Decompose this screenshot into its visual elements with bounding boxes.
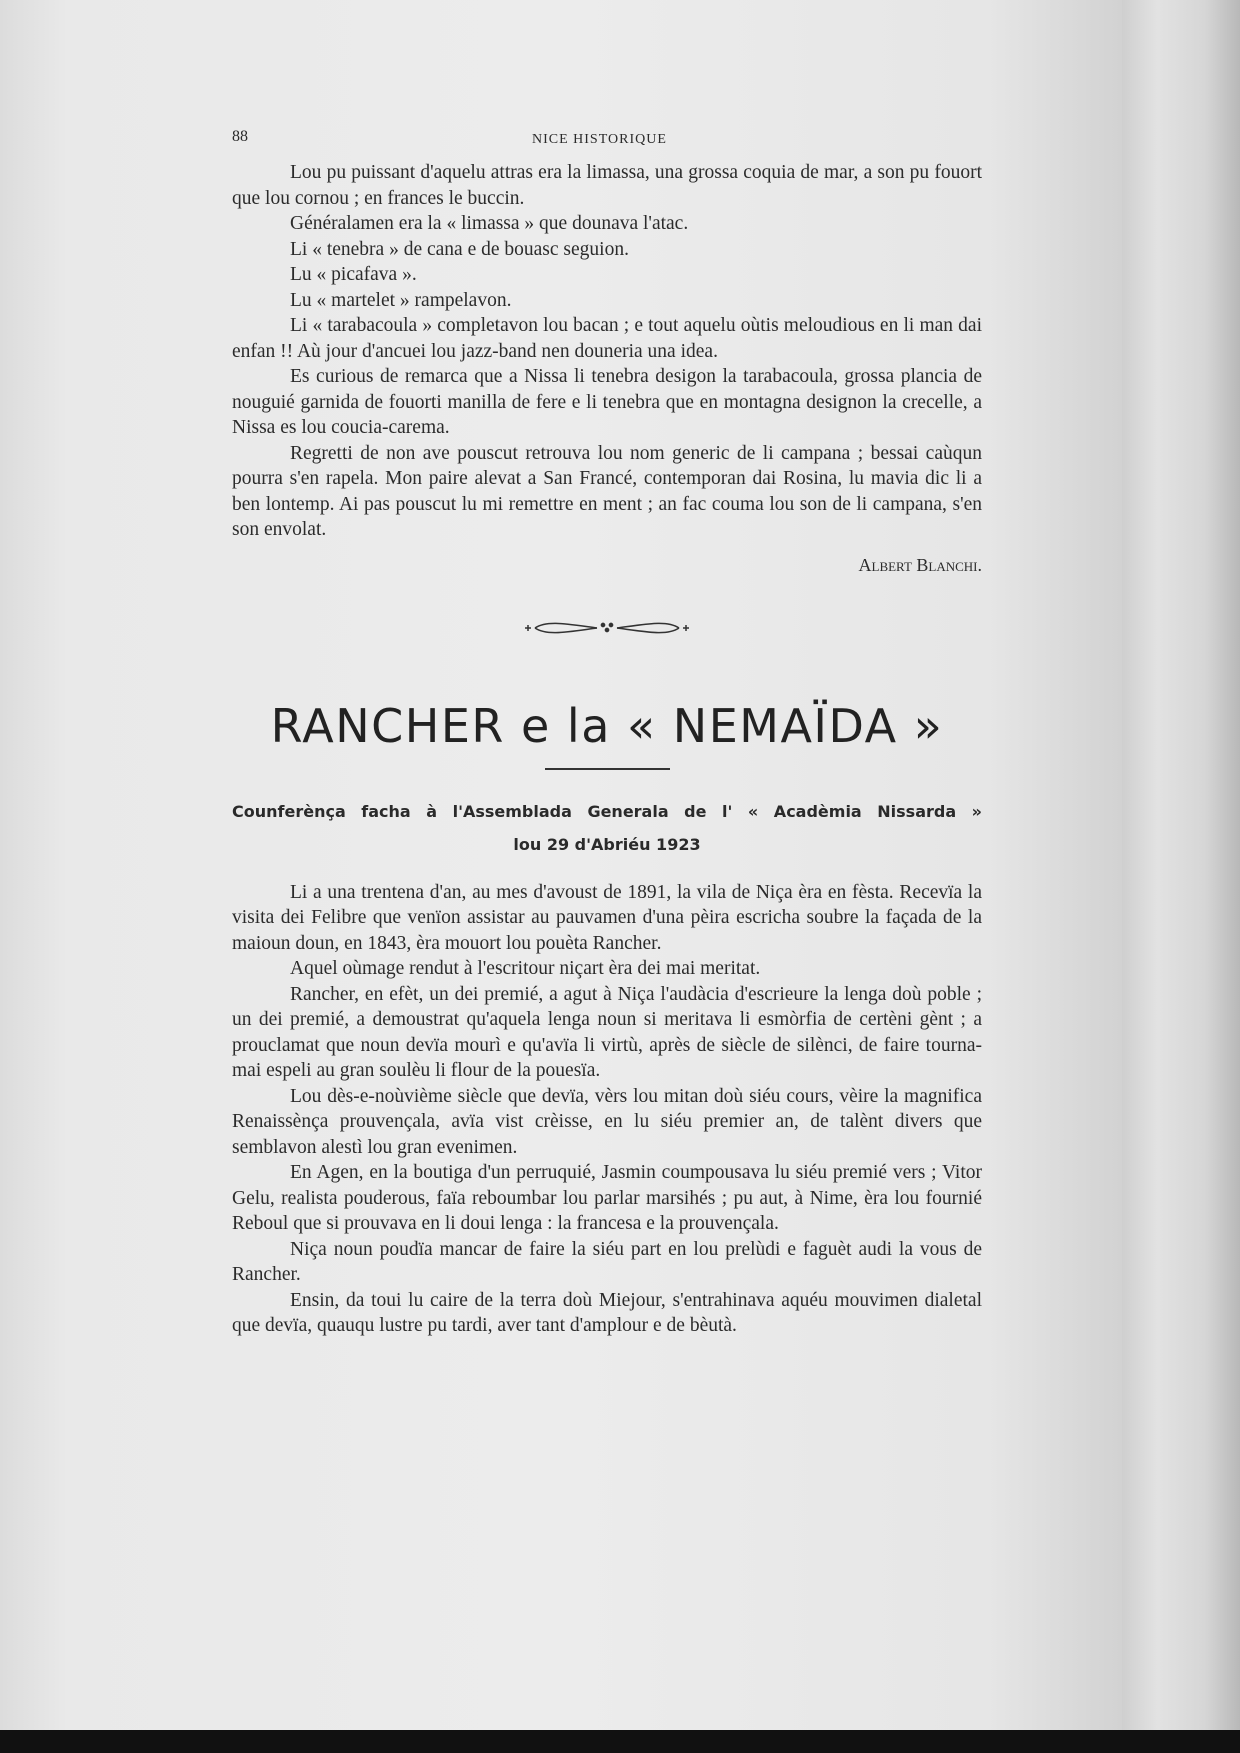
article-body [232, 880, 982, 1339]
scan-border [0, 1730, 1240, 1753]
list-item: Généralamen era la « limassa » que dounava l'atac. [290, 213, 689, 234]
paragraph: En Agen, en la boutiga d'un perruquié, Jasmin coumpousava lu siéu premié vers ; Vitor Gelu, realista pouderous, faïa reboumbar lou parlar marsihés ; pu aut, à Nime, èra lou fournié Reboul que si prouvava en li doui lenga : la francesa e la prouvençala. [232, 1162, 982, 1234]
list-item: Li « tenebra » de cana e de bouasc seguion. [290, 238, 629, 260]
article-subtitle: Counferènça facha à l'Assemblada Generala de l' « Acadèmia Nissarda » [232, 801, 982, 821]
author-signature: Albert Blanchi. [858, 554, 982, 575]
page-number: 88 [232, 128, 248, 145]
page-header [232, 120, 982, 160]
page-fold [1122, 0, 1240, 1730]
paragraph: Es curious de remarca que a Nissa li tenebra desigon la tarabacoula, grossa plancia de nouguié garnida de fouorti manilla de fere e li tenebra que en montagna designon la crecelle, a Nissa es lou coucia-carema. [232, 366, 982, 438]
title-rule [545, 768, 670, 770]
ornament-divider-icon [232, 616, 982, 646]
list-item: Lu « martelet » rampelavon. [290, 289, 512, 311]
list-item: Lu « picafava ». [290, 264, 417, 285]
paragraph: Regretti de non ave pouscut retrouva lou nom generic de li campana ; bessai caùqun pourra s'en rapela. Mon paire alevat a San Francé, contemporan dai Rosina, lu mavia dic li a ben lontemp. Ai pas pouscut lu mi remettre en ment ; an fac couma lou son de li campana, s'en son envolat. [232, 442, 982, 540]
article-date: lou 29 d'Abriéu 1923 [513, 834, 701, 854]
paragraph: Li « tarabacoula » completavon lou bacan ; e tout aquelu oùtis meloudious en li man dai enfan !! Aù jour d'ancuei lou jazz-band nen douneria una idea. [232, 315, 982, 362]
article-title: RANCHER e la « NEMAÏDA » [270, 698, 944, 753]
paragraph: Lou pu puissant d'aquelu attras era la limassa, una grossa coquia de mar, a son pu fouort que lou cornou ; en frances le buccin. [232, 162, 982, 209]
paragraph: Ensin, da toui lu caire de la terra doù Miejour, s'entrahinava aquéu mouvimen dialetal que devïa, quauqu lustre pu tardi, aver tant d'amplour e de bèutà. [232, 1289, 982, 1336]
running-head: NICE HISTORIQUE [532, 132, 667, 147]
paragraph: Lou dès-e-noùvième siècle que devïa, vèrs lou mitan doù siéu cours, vèire la magnifica Renaissènça prouvençala, avïa vist crèisse, en lu siéu premier an, de talènt divers que semblavon alestì lou gran evenimen. [232, 1085, 982, 1158]
paragraph: Rancher, en efèt, un dei premié, a agut à Niça l'audàcia d'escrieure la lenga doù poble ; un dei premié, a demoustrat qu'aquela lenga noun si meritava li esmòrfia de certèni gènt ; a prouclamat que noun devïa mourì e qu'avïa li virtù, après de siècle de silènci, de faire tourna-mai espeli au gran soulèu li flour de la pouesïa. [232, 983, 982, 1081]
page-content [232, 120, 982, 1339]
paragraph: Niça noun poudïa mancar de faire la siéu part en lou prelùdi e faguèt audi la vous de Rancher. [232, 1238, 982, 1285]
paragraph: Li a una trentena d'an, au mes d'avoust de 1891, la vila de Niça èra en fèsta. Recevïa la visita dei Felibre que venïon assistar au pauvamen d'una pèira escricha soubre la façada de la maioun doun, en 1843, èra mouort lou pouèta Rancher. [232, 881, 982, 954]
paragraph: Aquel oùmage rendut à l'escritour niçart èra dei mai meritat. [290, 958, 761, 979]
